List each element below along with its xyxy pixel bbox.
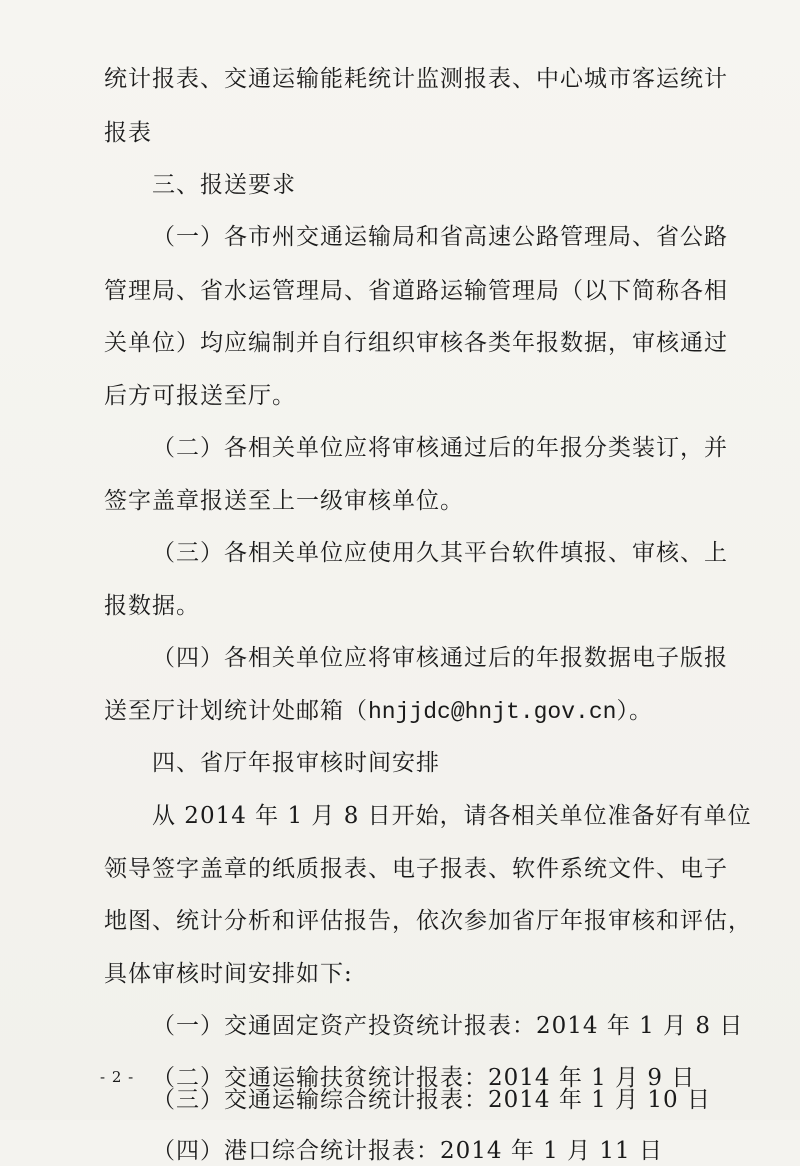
body-line: 管理局、省水运管理局、省道路运输管理局（以下简称各相: [104, 278, 728, 304]
schedule-item: （一）交通固定资产投资统计报表：2014 年 1 月 8 日: [152, 1013, 744, 1039]
body-line: （二）各相关单位应将审核通过后的年报分类装订，并: [152, 435, 728, 461]
body-line: 领导签字盖章的纸质报表、电子报表、软件系统文件、电子: [104, 856, 728, 882]
body-line: 具体审核时间安排如下:: [104, 961, 353, 987]
body-line: 报表: [104, 120, 152, 146]
body-line: （四）各相关单位应将审核通过后的年报数据电子版报: [152, 645, 728, 671]
page-number: - 2 -: [100, 1068, 135, 1086]
body-line: （一）各市州交通运输局和省高速公路管理局、省公路: [152, 224, 728, 250]
body-line: 地图、统计分析和评估报告，依次参加省厅年报审核和评估，: [104, 908, 752, 934]
email-prefix: 送至厅计划统计处邮箱（: [104, 698, 368, 724]
body-line-email: [104, 696, 653, 727]
section-heading: 四、省厅年报审核时间安排: [152, 750, 440, 776]
schedule-item: （四）港口综合统计报表：2014 年 1 月 11 日: [152, 1138, 663, 1164]
body-line: 签字盖章报送至上一级审核单位。: [104, 488, 464, 514]
body-line: （三）各相关单位应使用久其平台软件填报、审核、上: [152, 540, 728, 566]
body-line: 后方可报送至厅。: [104, 383, 296, 409]
email-suffix: ）。: [616, 698, 653, 724]
body-line: 统计报表、交通运输能耗统计监测报表、中心城市客运统计: [104, 66, 728, 92]
body-line: 从 2014 年 1 月 8 日开始，请各相关单位准备好有单位: [152, 803, 752, 829]
email-address: hnjjdc@hnjt.gov.cn: [368, 699, 617, 725]
section-heading: 三、报送要求: [152, 172, 296, 198]
schedule-item: （三）交通运输综合统计报表：2014 年 1 月 10 日: [152, 1087, 711, 1113]
body-line: 关单位）均应编制并自行组织审核各类年报数据，审核通过: [104, 330, 728, 356]
body-line: 报数据。: [104, 593, 200, 619]
schedule-item: （二）交通运输扶贫统计报表：2014 年 1 月 9 日: [152, 1065, 696, 1091]
